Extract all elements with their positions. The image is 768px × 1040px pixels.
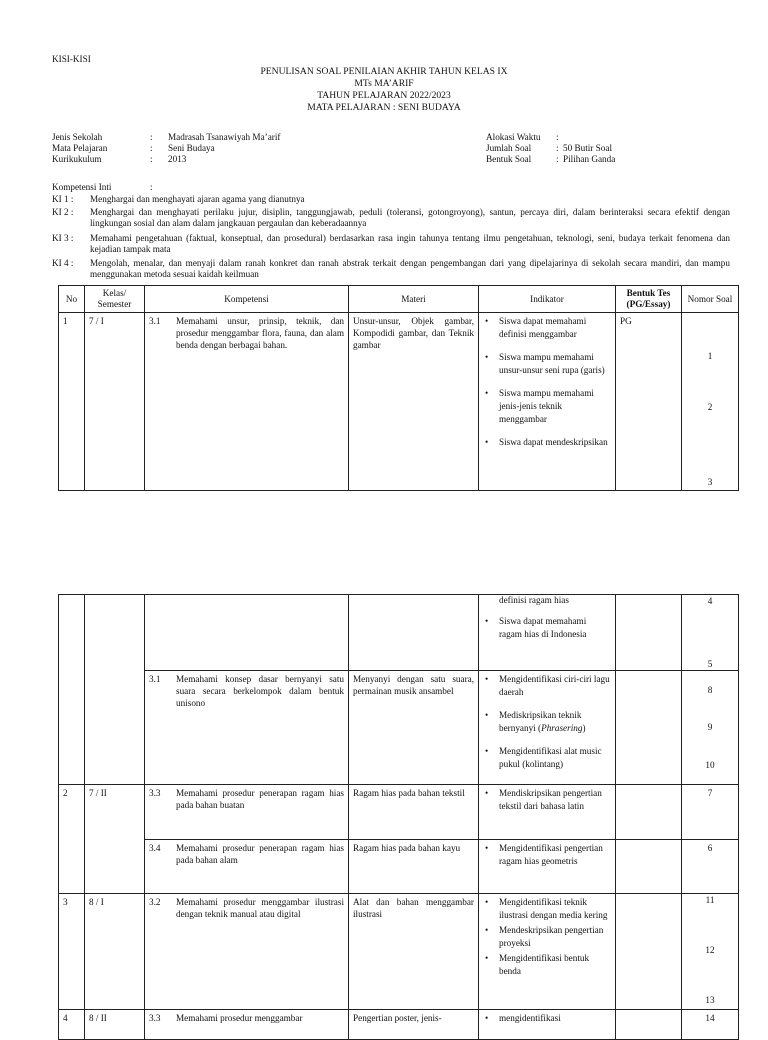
table-row	[59, 1010, 739, 1040]
table-row	[59, 840, 739, 894]
header-materi: Materi	[349, 286, 479, 313]
cell-kelas: 8 / I	[85, 894, 145, 1010]
doc-title-line-4: MATA PELAJARAN : SENI BUDAYA	[307, 102, 461, 113]
ki-code: KI 1 :	[52, 194, 74, 204]
nomor-value: 9	[707, 722, 713, 732]
header-nomor-soal: Nomor Soal	[682, 286, 739, 313]
nomor-value: 4	[707, 596, 713, 606]
nomor-value: 11	[705, 895, 715, 905]
ki-item	[52, 258, 730, 280]
cell-bentuk	[616, 785, 682, 840]
cell-no: 2	[59, 785, 85, 894]
indikator-item: • Siswa dapat mendeskripsikan	[483, 436, 611, 449]
komp-text: Memahami unsur, prinsip, teknik, dan prosedur menggambar flora, fauna, dan alam benda dengan berbagai bahan.	[176, 316, 344, 350]
ki-heading-sep: :	[150, 182, 153, 192]
doc-title-line-3: TAHUN PELAJARAN 2022/2023	[317, 90, 451, 101]
kisi-table-2	[58, 594, 739, 1040]
indikator-item	[483, 709, 611, 735]
info-label: Jenis Sekolah	[52, 132, 103, 142]
cell-kelas: 8 / II	[85, 1010, 145, 1040]
nomor-value: 13	[705, 995, 715, 1005]
ki-code: KI 3 :	[52, 233, 74, 243]
indikator-item: • Mengidentifikasi pengertian ragam hias geometris	[483, 842, 611, 868]
cell-materi	[349, 595, 479, 671]
ki-text: Mengolah, menalar, dan menyaji dalam ranah konkret dan ranah abstrak terkait dengan pengembangan dari yang dipelajarinya di sekolah secara mandiri, dan mampu menggunakan metoda sesuai kaidah keilmuan	[90, 258, 730, 279]
indikator-item: • Mendiskripsikan pengertian tekstil dari bahasa latin	[483, 787, 611, 813]
header-kompetensi: Kompetensi	[145, 286, 349, 313]
cell-kompetensi	[145, 595, 349, 671]
kisi-label: KISI-KISI	[52, 54, 91, 64]
indikator-item: • Siswa mampu memahami jenis-jenis teknik menggambar	[483, 387, 611, 426]
info-value: Madrasah Tsanawiyah Ma’arif	[168, 132, 281, 142]
indikator-item: • Mendeskripsikan pengertian proyeksi	[483, 924, 611, 950]
table-row	[59, 894, 739, 1010]
cell-materi: Menyanyi dengan satu suara, permainan musik ansambel	[349, 671, 479, 785]
info-sep: :	[150, 132, 153, 142]
cell-bentuk	[616, 671, 682, 785]
cell-kompetensi	[145, 1010, 349, 1040]
indikator-item: • Siswa mampu memahami unsur-unsur seni rupa (garis)	[483, 351, 611, 377]
cell-nomor	[682, 595, 739, 671]
indikator-item: • mengidentifikasi	[483, 1012, 611, 1025]
doc-title-line-1: PENULISAN SOAL PENILAIAN AKHIR TAHUN KELAS IX	[260, 66, 508, 77]
ki-heading: Kompetensi Inti	[52, 182, 112, 192]
ki-code: KI 2 :	[52, 207, 74, 217]
komp-number: 3.4	[149, 843, 161, 853]
cell-no: 1	[59, 313, 85, 491]
info-label: Alokasi Waktu	[486, 132, 541, 142]
cell-kompetensi	[145, 785, 349, 840]
cell-materi: Pengertian poster, jenis-	[349, 1010, 479, 1040]
nomor-value: 1	[707, 351, 713, 361]
cell-nomor	[682, 313, 739, 491]
nomor-value: 10	[705, 760, 715, 770]
table-row	[59, 313, 739, 491]
indikator-item: • Siswa dapat memahami definisi menggambar	[483, 315, 611, 341]
header-no: No	[59, 286, 85, 313]
cell-bentuk	[616, 840, 682, 894]
komp-text: Memahami konsep dasar bernyanyi satu suara secara berkelompok dalam bentuk unisono	[176, 674, 344, 708]
cell-nomor	[682, 894, 739, 1010]
cell-bentuk	[616, 595, 682, 671]
cell-materi: Alat dan bahan menggambar ilustrasi	[349, 894, 479, 1010]
ki-text: Memahami pengetahuan (faktual, konseptual, dan prosedural) berdasarkan rasa ingin tahunya tentang ilmu pengetahuan, teknologi, seni, budaya terkait fenomena dan kejadian tampak mata	[90, 233, 730, 254]
cell-kelas: 7 / I	[85, 313, 145, 491]
header-bentuk-tes: Bentuk Tes (PG/Essay)	[616, 286, 682, 313]
table-row	[59, 785, 739, 840]
cell-bentuk	[616, 1010, 682, 1040]
info-label: Bentuk Soal	[486, 154, 532, 164]
komp-number: 3.2	[149, 897, 161, 907]
header-kelas: Kelas/ Semester	[85, 286, 145, 313]
info-value: Pilihan Ganda	[563, 154, 616, 164]
ki-item	[52, 207, 730, 229]
cell-materi: Ragam hias pada bahan tekstil	[349, 785, 479, 840]
cell-bentuk	[616, 894, 682, 1010]
ki-code: KI 4 :	[52, 258, 74, 268]
info-sep: :	[150, 143, 153, 153]
info-label: Mata Pelajaran	[52, 143, 108, 153]
cell-no: 3	[59, 894, 85, 1010]
info-value: 50 Butir Soal	[563, 143, 613, 153]
cell-kelas	[85, 595, 145, 785]
ki-item	[52, 233, 730, 255]
indikator-item: • Mengidentifikasi alat music pukul (kolintang)	[483, 745, 611, 771]
info-sep: :	[150, 154, 153, 164]
cell-kompetensi	[145, 840, 349, 894]
cell-nomor: 14	[682, 1010, 739, 1040]
header-indikator: Indikator	[479, 286, 616, 313]
info-label: Jumlah Soal	[486, 143, 532, 153]
cell-indikator	[479, 840, 616, 894]
komp-text: Memahami prosedur penerapan ragam hias pada bahan buatan	[176, 788, 344, 810]
nomor-value: 8	[707, 685, 713, 695]
cell-bentuk: PG	[616, 313, 682, 491]
info-sep: :	[556, 154, 559, 164]
table-row	[59, 671, 739, 785]
komp-number: 3.3	[149, 1013, 161, 1023]
komp-number: 3.3	[149, 788, 161, 798]
komp-number: 3.1	[149, 316, 161, 326]
indikator-item: • Mengidentifikasi bentuk benda	[483, 952, 611, 978]
ki-text: Menghargai dan menghayati perilaku jujur, disiplin, tanggungjawab, peduli (toleransi, gotongroyong), santun, percaya diri, dalam berinteraksi secara efektif dengan lingkungan sosial dan alam dalam jangkauan pergaulan dan keberadaannya	[90, 207, 730, 228]
ki-text: Menghargai dan menghayati ajaran agama yang dianutnya	[90, 194, 305, 204]
cell-no: 4	[59, 1010, 85, 1040]
komp-text: Memahami prosedur menggambar ilustrasi dengan teknik manual atau digital	[176, 897, 344, 919]
ki-item	[52, 194, 730, 205]
cell-indikator	[479, 313, 616, 491]
cell-kompetensi	[145, 894, 349, 1010]
indikator-text: Mediskripsikan teknik bernyanyi (Phrasering)	[499, 710, 586, 733]
nomor-value: 2	[707, 402, 713, 412]
nomor-value: 3	[707, 477, 713, 487]
indikator-item: • Siswa dapat memahami ragam hias di Indonesia	[483, 615, 611, 641]
komp-number: 3.1	[149, 674, 161, 684]
cell-no	[59, 595, 85, 785]
cell-kompetensi	[145, 313, 349, 491]
cell-indikator	[479, 1010, 616, 1040]
nomor-value: 5	[707, 659, 713, 669]
cell-kompetensi	[145, 671, 349, 785]
info-value: Seni Budaya	[168, 143, 215, 153]
cell-nomor: 6	[682, 840, 739, 894]
cell-kelas: 7 / II	[85, 785, 145, 894]
info-sep: :	[556, 132, 559, 142]
indikator-item: • Mengidentifikasi ciri-ciri lagu daerah	[483, 673, 611, 699]
cell-materi: Unsur-unsur, Objek gambar, Kompodidi gambar, dan Teknik gambar	[349, 313, 479, 491]
komp-text: Memahami prosedur menggambar	[176, 1013, 303, 1023]
cell-nomor	[682, 671, 739, 785]
cell-materi: Ragam hias pada bahan kayu	[349, 840, 479, 894]
doc-title-line-2: MTs MA’ARIF	[354, 78, 414, 89]
cell-nomor: 7	[682, 785, 739, 840]
table-row	[59, 595, 739, 671]
kisi-table-1	[58, 285, 739, 491]
indikator-item: • Mengidentifikasi teknik ilustrasi dengan media kering	[483, 896, 611, 922]
cell-indikator	[479, 671, 616, 785]
komp-text: Memahami prosedur penerapan ragam hias pada bahan alam	[176, 843, 344, 865]
table-header-row	[59, 286, 739, 313]
nomor-value: 12	[705, 945, 715, 955]
cell-indikator	[479, 894, 616, 1010]
indikator-continuation: definisi ragam hias	[499, 595, 569, 605]
cell-indikator	[479, 595, 616, 671]
info-label: Kurikukulum	[52, 154, 102, 164]
info-sep: :	[556, 143, 559, 153]
cell-indikator	[479, 785, 616, 840]
info-value: 2013	[168, 154, 187, 164]
